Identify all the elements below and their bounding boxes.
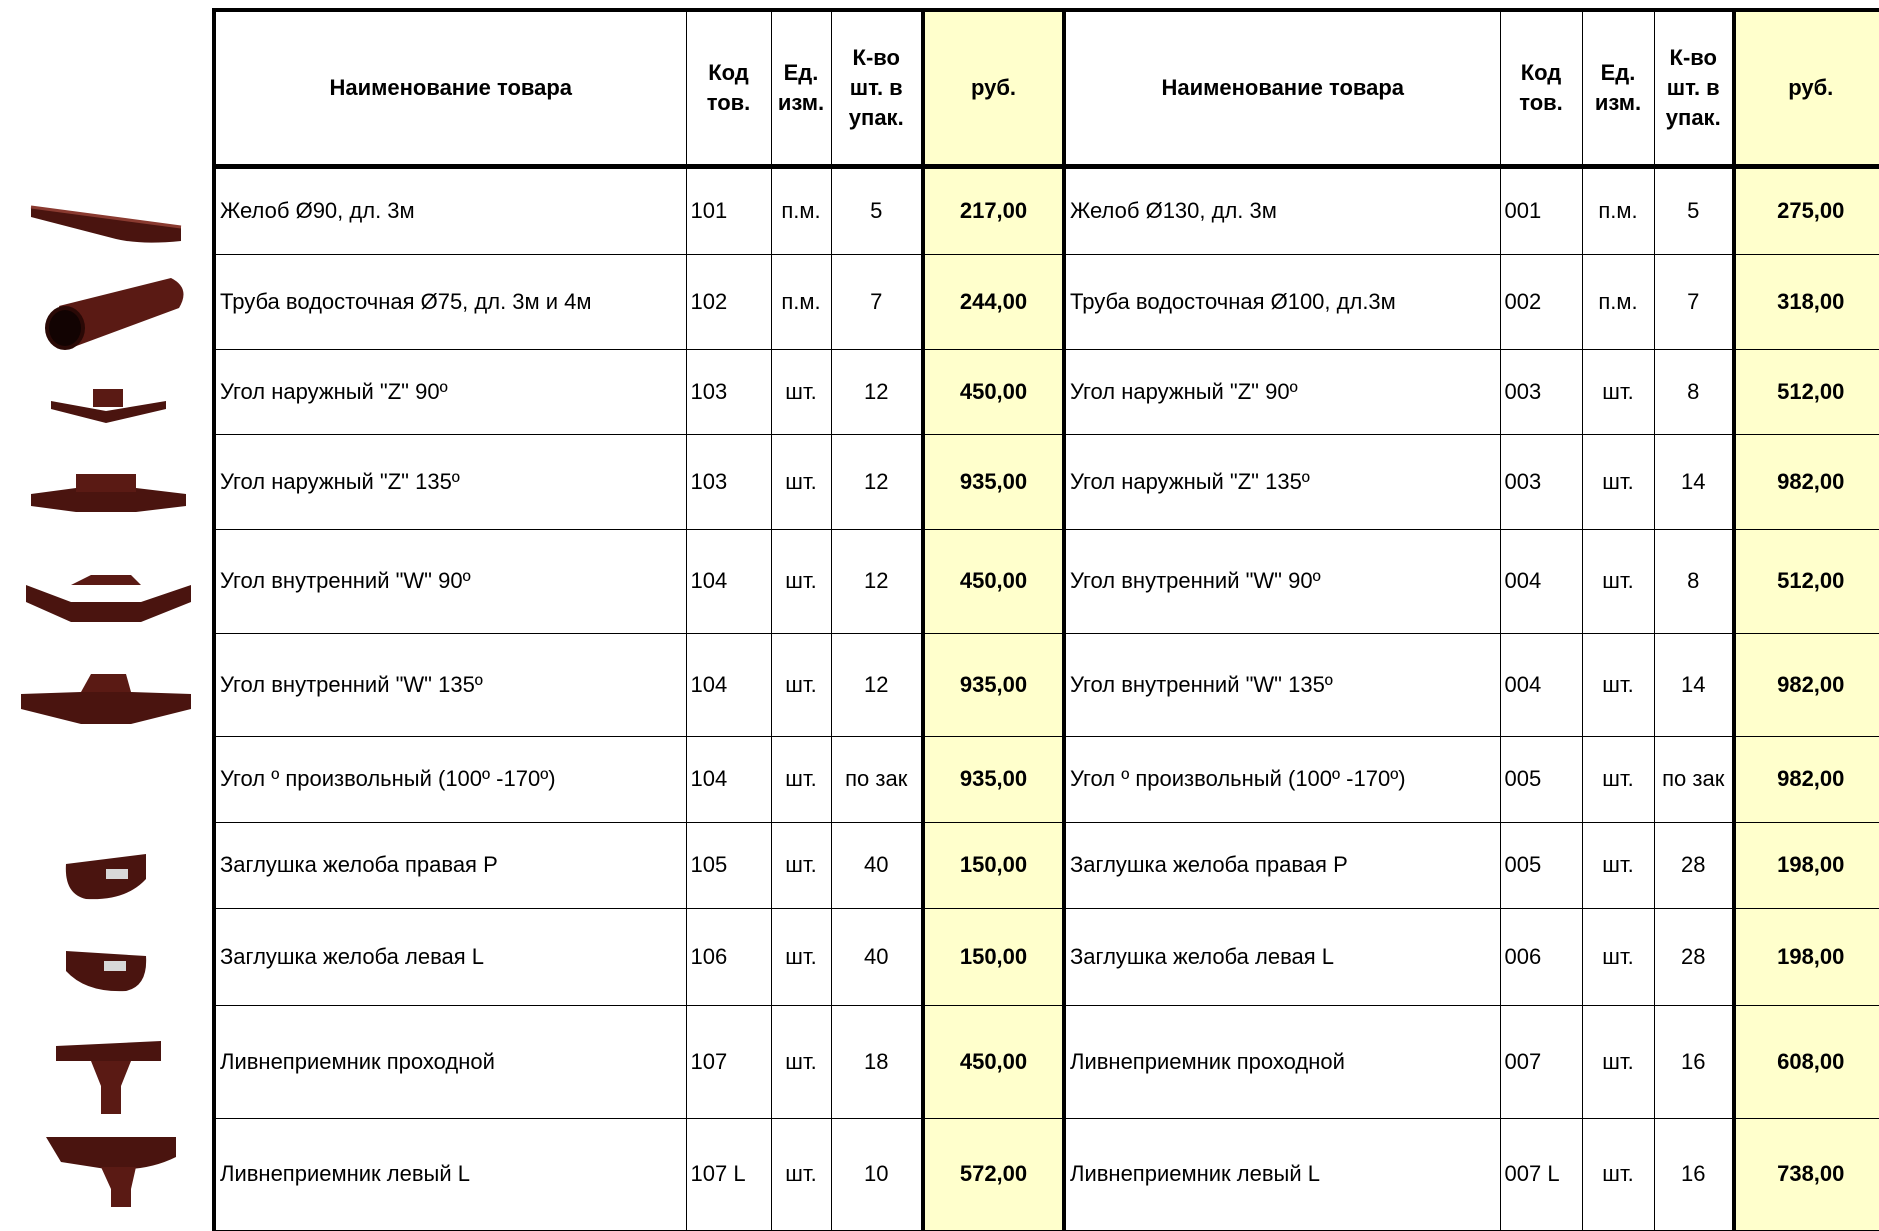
gutter-outlet-icon [0,1014,212,1127]
product-unit: шт. [771,1118,831,1230]
product-unit: шт. [771,633,831,736]
product-code: 106 [686,908,771,1005]
header-row [214,10,1879,166]
gutter-outlet-left-icon [0,1127,212,1207]
product-unit: шт. [771,736,831,822]
product-price: 572,00 [923,1118,1064,1230]
table-row [214,349,1879,434]
product-name: Ливнеприемник левый L [214,1118,686,1230]
table-row [214,166,1879,254]
table-row [214,822,1879,908]
col-header-price: руб. [1734,10,1879,166]
product-name: Угол наружный "Z" 135º [214,434,686,529]
product-unit: п.м. [771,254,831,349]
product-code: 001 [1500,166,1582,254]
product-price: 318,00 [1734,254,1879,349]
col-header-code: Код тов. [1500,10,1582,166]
product-price: 982,00 [1734,633,1879,736]
table-row [214,633,1879,736]
product-qty: 16 [1654,1118,1734,1230]
product-code: 007 [1500,1005,1582,1118]
product-code: 002 [1500,254,1582,349]
product-price: 217,00 [923,166,1064,254]
gutter-icon [0,175,212,263]
product-unit: шт. [1582,633,1654,736]
product-name: Желоб Ø130, дл. 3м [1064,166,1500,254]
product-qty: 14 [1654,434,1734,529]
product-unit: шт. [771,349,831,434]
product-price: 512,00 [1734,349,1879,434]
product-qty: 5 [831,166,923,254]
product-qty: 12 [831,349,923,434]
end-cap-left-icon [0,917,212,1014]
outer-corner-icon [0,358,212,443]
outer-corner-135-icon [0,443,212,538]
product-qty: по зак [1654,736,1734,822]
product-unit: п.м. [771,166,831,254]
product-name: Заглушка желоба левая L [214,908,686,1005]
product-qty: 10 [831,1118,923,1230]
product-price: 198,00 [1734,822,1879,908]
product-price: 150,00 [923,908,1064,1005]
product-unit: п.м. [1582,254,1654,349]
col-header-unit: Ед. изм. [771,10,831,166]
col-header-code: Код тов. [686,10,771,166]
product-qty: 12 [831,434,923,529]
product-qty: 8 [1654,349,1734,434]
product-thumbnails [0,0,212,1211]
product-qty: 12 [831,529,923,633]
product-qty: 28 [1654,908,1734,1005]
col-header-name: Наименование товара [1064,10,1500,166]
product-name: Труба водосточная Ø100, дл.3м [1064,254,1500,349]
product-code: 101 [686,166,771,254]
end-cap-right-icon [0,831,212,917]
product-name: Угол наружный "Z" 90º [1064,349,1500,434]
product-name: Угол наружный "Z" 90º [214,349,686,434]
inner-corner-icon [0,538,212,642]
product-price: 450,00 [923,529,1064,633]
product-price: 198,00 [1734,908,1879,1005]
product-code: 104 [686,633,771,736]
product-price: 935,00 [923,633,1064,736]
product-qty: 12 [831,633,923,736]
col-header-unit: Ед. изм. [1582,10,1654,166]
product-qty: 16 [1654,1005,1734,1118]
product-code: 007 L [1500,1118,1582,1230]
col-header-qty: К-во шт. в упак. [1654,10,1734,166]
product-name: Желоб Ø90, дл. 3м [214,166,686,254]
table-row [214,254,1879,349]
product-name: Заглушка желоба правая Р [1064,822,1500,908]
product-unit: шт. [1582,908,1654,1005]
product-unit: шт. [1582,349,1654,434]
table-row [214,1005,1879,1118]
product-unit: п.м. [1582,166,1654,254]
product-unit: шт. [1582,529,1654,633]
product-code: 103 [686,349,771,434]
product-price: 150,00 [923,822,1064,908]
product-code: 107 [686,1005,771,1118]
product-qty: 8 [1654,529,1734,633]
product-code: 105 [686,822,771,908]
product-code: 104 [686,529,771,633]
product-price: 935,00 [923,736,1064,822]
product-qty: 18 [831,1005,923,1118]
product-price: 608,00 [1734,1005,1879,1118]
product-price: 450,00 [923,1005,1064,1118]
product-name: Угол внутренний "W" 90º [214,529,686,633]
col-header-name: Наименование товара [214,10,686,166]
product-code: 005 [1500,822,1582,908]
product-name: Угол наружный "Z" 135º [1064,434,1500,529]
product-name: Угол внутренний "W" 135º [214,633,686,736]
table-row [214,736,1879,822]
product-qty: 7 [831,254,923,349]
downpipe-icon [0,263,212,358]
product-name: Ливнеприемник проходной [1064,1005,1500,1118]
product-name: Угол внутренний "W" 90º [1064,529,1500,633]
inner-corner-135-icon [0,642,212,745]
col-header-price: руб. [923,10,1064,166]
product-code: 104 [686,736,771,822]
product-code: 107 L [686,1118,771,1230]
product-code: 103 [686,434,771,529]
product-code: 102 [686,254,771,349]
product-qty: 5 [1654,166,1734,254]
product-price: 450,00 [923,349,1064,434]
product-qty: 40 [831,822,923,908]
product-name: Угол º произвольный (100º -170º) [1064,736,1500,822]
table-row [214,908,1879,1005]
product-qty: 14 [1654,633,1734,736]
product-unit: шт. [771,822,831,908]
product-name: Угол º произвольный (100º -170º) [214,736,686,822]
product-code: 003 [1500,434,1582,529]
product-unit: шт. [771,908,831,1005]
product-unit: шт. [1582,434,1654,529]
product-unit: шт. [1582,822,1654,908]
product-price: 244,00 [923,254,1064,349]
product-name: Ливнеприемник левый L [1064,1118,1500,1230]
product-unit: шт. [1582,736,1654,822]
product-price: 275,00 [1734,166,1879,254]
table-row [214,434,1879,529]
product-unit: шт. [771,434,831,529]
product-unit: шт. [771,529,831,633]
table-row [214,529,1879,633]
product-name: Угол внутренний "W" 135º [1064,633,1500,736]
product-unit: шт. [1582,1005,1654,1118]
product-code: 003 [1500,349,1582,434]
product-price: 982,00 [1734,736,1879,822]
product-unit: шт. [771,1005,831,1118]
product-name: Заглушка желоба правая Р [214,822,686,908]
product-name: Ливнеприемник проходной [214,1005,686,1118]
product-code: 004 [1500,529,1582,633]
product-qty: 7 [1654,254,1734,349]
price-table [212,8,1879,1231]
product-price: 738,00 [1734,1118,1879,1230]
product-qty: 28 [1654,822,1734,908]
table-row [214,1118,1879,1230]
product-qty: по зак [831,736,923,822]
col-header-qty: К-во шт. в упак. [831,10,923,166]
product-price: 982,00 [1734,434,1879,529]
product-price: 512,00 [1734,529,1879,633]
product-code: 005 [1500,736,1582,822]
product-price: 935,00 [923,434,1064,529]
product-name: Труба водосточная Ø75, дл. 3м и 4м [214,254,686,349]
product-name: Заглушка желоба левая L [1064,908,1500,1005]
product-code: 004 [1500,633,1582,736]
product-unit: шт. [1582,1118,1654,1230]
product-qty: 40 [831,908,923,1005]
product-code: 006 [1500,908,1582,1005]
